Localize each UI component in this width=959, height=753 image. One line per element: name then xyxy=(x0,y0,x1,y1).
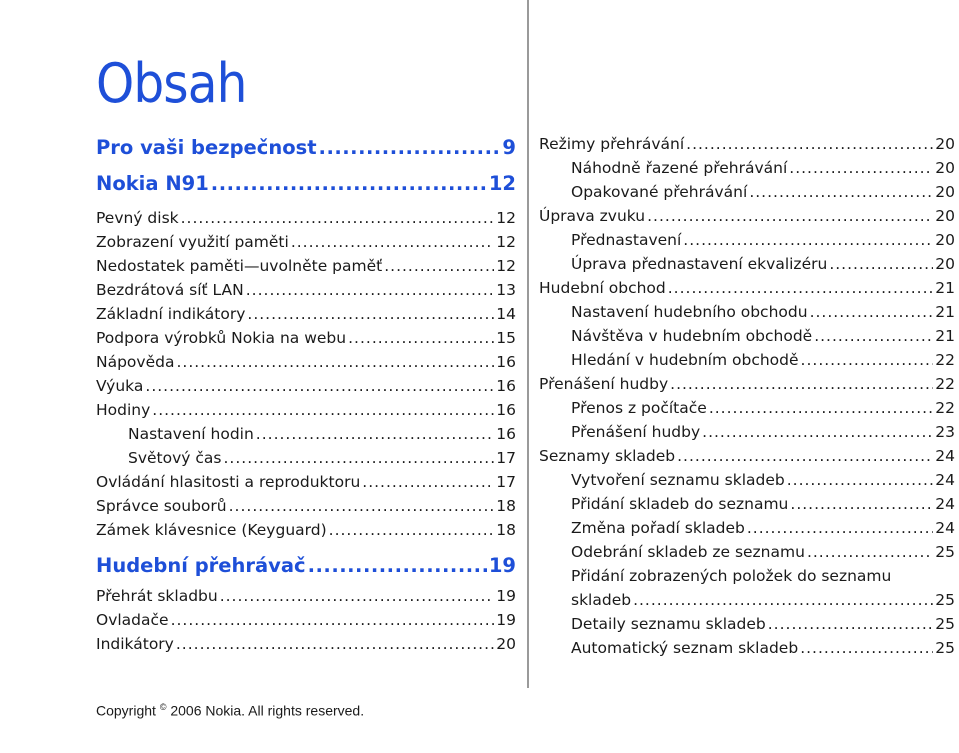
leader-dots xyxy=(319,130,501,166)
toc-heading-label: Hudební přehrávač xyxy=(96,554,306,577)
toc-entry[interactable] xyxy=(96,254,516,278)
toc-page: 20 xyxy=(935,231,955,249)
leader-dots xyxy=(247,302,494,326)
toc-subentry[interactable] xyxy=(96,446,516,470)
toc-entry[interactable] xyxy=(96,350,516,374)
toc-entry-label: Základní indikátory xyxy=(96,305,246,323)
toc-entry[interactable] xyxy=(96,608,516,632)
toc-heading[interactable] xyxy=(96,548,516,584)
toc-subentry-wrapped[interactable]: Přidání zobrazených položek do seznamu xyxy=(571,567,892,585)
toc-page: 12 xyxy=(496,233,516,251)
leader-dots xyxy=(176,350,494,374)
leader-dots xyxy=(801,348,934,372)
toc-entry-label: Ovladače xyxy=(96,611,169,629)
leader-dots xyxy=(829,252,933,276)
toc-page: 19 xyxy=(496,611,516,629)
leader-dots xyxy=(683,228,933,252)
toc-page: 25 xyxy=(935,591,955,609)
toc-entry-label: Režimy přehrávání xyxy=(539,135,685,153)
toc-page: 25 xyxy=(935,615,955,633)
toc-entry-label: Nedostatek paměti—uvolněte paměť xyxy=(96,257,383,275)
toc-entry-label: Opakované přehrávání xyxy=(571,183,748,201)
toc-page: 16 xyxy=(496,353,516,371)
leader-dots xyxy=(171,608,495,632)
toc-entry-label: Světový čas xyxy=(128,449,222,467)
toc-entry[interactable] xyxy=(96,206,516,230)
leader-dots xyxy=(291,230,494,254)
toc-entry[interactable] xyxy=(96,302,516,326)
toc-entry-label: Návštěva v hudebním obchodě xyxy=(571,327,813,345)
toc-page: 20 xyxy=(496,635,516,653)
toc-entry-label: Pevný disk xyxy=(96,209,179,227)
leader-dots xyxy=(145,374,494,398)
toc-entry-label: Přenášení hudby xyxy=(539,375,669,393)
toc-page: 22 xyxy=(935,351,955,369)
toc-page: 21 xyxy=(935,303,955,321)
toc-subentry[interactable] xyxy=(539,468,955,492)
leader-dots xyxy=(702,420,933,444)
toc-page: 25 xyxy=(935,543,955,561)
toc-entry-label: Bezdrátová síť LAN xyxy=(96,281,244,299)
toc-page: 14 xyxy=(496,305,516,323)
leader-dots xyxy=(176,632,494,656)
leader-dots xyxy=(787,468,934,492)
leader-dots xyxy=(220,584,495,608)
toc-page: 20 xyxy=(935,207,955,225)
toc-entry-label: Zobrazení využití paměti xyxy=(96,233,289,251)
leader-dots xyxy=(686,132,933,156)
toc-page: 22 xyxy=(935,399,955,417)
toc-page: 21 xyxy=(935,279,955,297)
toc-entry-label: Zámek klávesnice (Keyguard) xyxy=(96,521,327,539)
leader-dots xyxy=(807,540,933,564)
toc-subentry[interactable] xyxy=(539,180,955,204)
toc-entry-label: Nastavení hudebního obchodu xyxy=(571,303,808,321)
copyright-pre: Copyright xyxy=(96,702,160,719)
toc-subentry[interactable] xyxy=(539,348,955,372)
leader-dots xyxy=(749,180,933,204)
toc-entry-label: skladeb xyxy=(571,591,632,609)
leader-dots xyxy=(800,636,933,660)
column-divider xyxy=(527,0,529,688)
toc-entry[interactable] xyxy=(96,632,516,656)
toc-entry[interactable] xyxy=(96,374,516,398)
toc-page: 17 xyxy=(496,473,516,491)
toc-heading[interactable] xyxy=(96,166,516,202)
toc-entry-label: Odebrání skladeb ze seznamu xyxy=(571,543,805,561)
toc-entry-label: Přenos z počítače xyxy=(571,399,707,417)
toc-subentry[interactable] xyxy=(539,492,955,516)
leader-dots xyxy=(181,206,495,230)
leader-dots xyxy=(246,278,495,302)
toc-entry-label: Výuka xyxy=(96,377,144,395)
toc-page: 24 xyxy=(935,519,955,537)
toc-entry[interactable] xyxy=(96,326,516,350)
toc-entry-label: Náhodně řazené přehrávání xyxy=(571,159,788,177)
toc-subentry[interactable] xyxy=(539,516,955,540)
toc-entry[interactable] xyxy=(539,276,955,300)
toc-page: 25 xyxy=(935,639,955,657)
toc-entry[interactable] xyxy=(96,398,516,422)
toc-page: 20 xyxy=(935,159,955,177)
leader-dots xyxy=(633,588,933,612)
leader-dots xyxy=(348,326,494,350)
leader-dots xyxy=(789,156,933,180)
toc-subentry[interactable] xyxy=(539,636,955,660)
toc-entry-label: Indikátory xyxy=(96,635,174,653)
toc-page: 18 xyxy=(496,521,516,539)
toc-entry[interactable] xyxy=(96,470,516,494)
toc-page: 16 xyxy=(496,377,516,395)
toc-entry-label: Podpora výrobků Nokia na webu xyxy=(96,329,347,347)
toc-subentry[interactable] xyxy=(539,228,955,252)
leader-dots xyxy=(152,398,494,422)
toc-left-column xyxy=(96,130,516,656)
toc-page: 12 xyxy=(496,209,516,227)
toc-entry-label: Přenášení hudby xyxy=(571,423,701,441)
toc-page: 21 xyxy=(935,327,955,345)
toc-entry[interactable] xyxy=(96,278,516,302)
leader-dots xyxy=(223,446,494,470)
toc-subentry[interactable] xyxy=(539,324,955,348)
leader-dots xyxy=(308,548,487,584)
toc-subentry[interactable] xyxy=(539,252,955,276)
toc-subentry[interactable] xyxy=(539,396,955,420)
toc-page: 19 xyxy=(488,554,516,577)
leader-dots xyxy=(668,276,934,300)
toc-entry-label: Seznamy skladeb xyxy=(539,447,676,465)
leader-dots xyxy=(362,470,494,494)
toc-entry-label: Úprava přednastavení ekvalizéru xyxy=(571,255,828,273)
toc-page: 12 xyxy=(496,257,516,275)
toc-entry-label: Hudební obchod xyxy=(539,279,666,297)
toc-page: 15 xyxy=(496,329,516,347)
toc-page: 19 xyxy=(496,587,516,605)
copyright-footer xyxy=(96,702,364,719)
toc-entry-label: Hodiny xyxy=(96,401,151,419)
toc-entry-label: Správce souborů xyxy=(96,497,227,515)
leader-dots xyxy=(670,372,933,396)
toc-entry-label: Hledání v hudebním obchodě xyxy=(571,351,799,369)
toc-heading[interactable] xyxy=(96,130,516,166)
leader-dots xyxy=(747,516,933,540)
leader-dots xyxy=(677,444,933,468)
toc-page: 20 xyxy=(935,255,955,273)
toc-subentry[interactable] xyxy=(539,588,955,612)
toc-page: 13 xyxy=(496,281,516,299)
toc-subentry[interactable] xyxy=(539,156,955,180)
toc-subentry[interactable] xyxy=(96,422,516,446)
leader-dots xyxy=(384,254,494,278)
toc-entry-label: Přidání skladeb do seznamu xyxy=(571,495,789,513)
leader-dots xyxy=(329,518,495,542)
copyright-symbol: © xyxy=(159,702,167,712)
toc-page: 18 xyxy=(496,497,516,515)
toc-page: 22 xyxy=(935,375,955,393)
toc-page: 23 xyxy=(935,423,955,441)
toc-entry-label: Změna pořadí skladeb xyxy=(571,519,745,537)
toc-entry-label: Vytvoření seznamu skladeb xyxy=(571,471,785,489)
toc-subentry[interactable] xyxy=(539,300,955,324)
toc-page: 12 xyxy=(488,172,516,195)
leader-dots xyxy=(229,494,495,518)
leader-dots xyxy=(211,166,487,202)
toc-page: 20 xyxy=(935,183,955,201)
toc-page: 16 xyxy=(496,425,516,443)
toc-entry-label: Úprava zvuku xyxy=(539,207,646,225)
leader-dots xyxy=(768,612,934,636)
leader-dots xyxy=(709,396,933,420)
toc-page: 9 xyxy=(502,136,516,159)
toc-entry[interactable] xyxy=(539,444,955,468)
page-title: Obsah xyxy=(96,52,247,115)
toc-subentry[interactable] xyxy=(539,540,955,564)
toc-right-column xyxy=(539,132,955,660)
leader-dots xyxy=(256,422,494,446)
toc-page: 20 xyxy=(935,135,955,153)
toc-entry[interactable] xyxy=(539,204,955,228)
toc-page: 16 xyxy=(496,401,516,419)
toc-entry[interactable] xyxy=(96,584,516,608)
toc-entry-label: Nápověda xyxy=(96,353,175,371)
toc-entry-label: Přednastavení xyxy=(571,231,682,249)
toc-entry[interactable] xyxy=(539,372,955,396)
toc-entry-label: Automatický seznam skladeb xyxy=(571,639,799,657)
toc-entry-label: Ovládání hlasitosti a reproduktoru xyxy=(96,473,361,491)
leader-dots xyxy=(790,492,933,516)
toc-entry[interactable] xyxy=(539,132,955,156)
toc-entry-label: Detaily seznamu skladeb xyxy=(571,615,766,633)
toc-page: 24 xyxy=(935,471,955,489)
toc-entry-label: Nastavení hodin xyxy=(128,425,254,443)
leader-dots xyxy=(647,204,933,228)
toc-page: 24 xyxy=(935,447,955,465)
toc-entry[interactable] xyxy=(96,494,516,518)
toc-entry[interactable] xyxy=(96,230,516,254)
leader-dots xyxy=(814,324,933,348)
toc-page: 24 xyxy=(935,495,955,513)
toc-subentry[interactable] xyxy=(539,612,955,636)
toc-entry-label: Přehrát skladbu xyxy=(96,587,218,605)
toc-subentry[interactable] xyxy=(539,420,955,444)
toc-heading-label: Nokia N91 xyxy=(96,172,209,195)
copyright-post: 2006 Nokia. All rights reserved. xyxy=(166,702,365,719)
toc-heading-label: Pro vaši bezpečnost xyxy=(96,136,317,159)
leader-dots xyxy=(810,300,934,324)
toc-page: 17 xyxy=(496,449,516,467)
toc-entry[interactable] xyxy=(96,518,516,542)
